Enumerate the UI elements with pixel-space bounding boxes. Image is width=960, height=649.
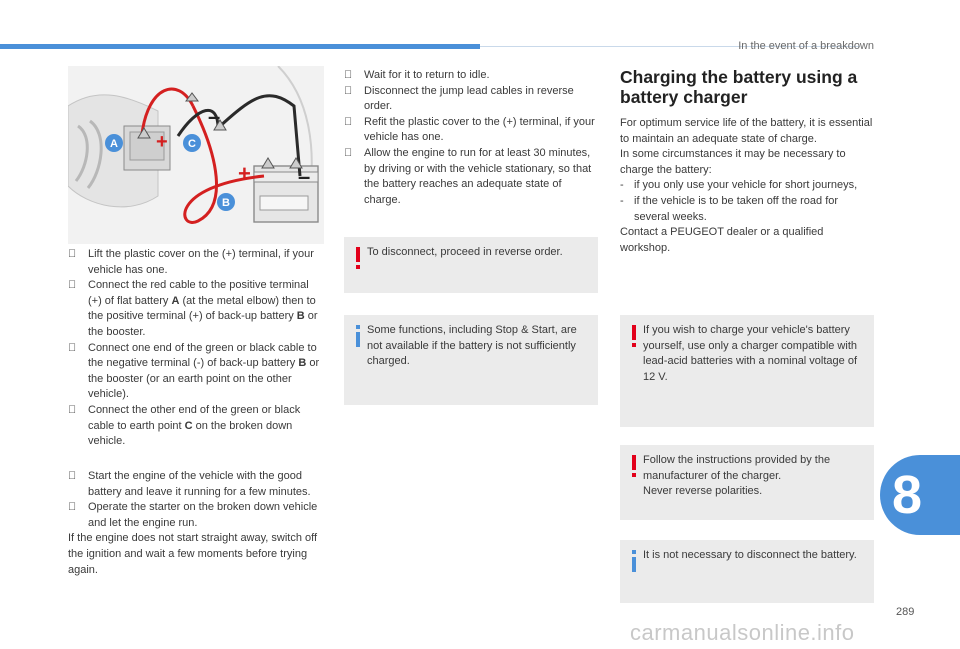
intro-paragraph: In some circumstances it may be necessary to charge the battery:: [620, 148, 846, 176]
chapter-title: In the event of a breakdown: [738, 40, 874, 52]
minus-sign-top: –: [208, 104, 221, 129]
list-item: [68, 278, 324, 340]
chapter-tab: [880, 455, 960, 535]
list-item: [344, 84, 598, 115]
warning-text: Follow the instructions provided by the manufacturer of the charger.: [643, 454, 831, 482]
bullet: [68, 341, 82, 357]
battery-label: A: [171, 294, 180, 307]
warning-box-disconnect: [344, 237, 598, 293]
step-text: Wait for it to return to idle.: [364, 69, 490, 81]
intro-paragraph: For optimum service life of the battery, it is essential to maintain an adequate state of charge.: [620, 117, 873, 145]
left-column-steps-2: [68, 469, 324, 578]
list-item: [68, 341, 324, 403]
step-text: or the booster.: [88, 310, 318, 338]
bullet: [68, 403, 82, 419]
info-box-disconnect: [620, 540, 874, 603]
engine-bay-drawing: [68, 66, 324, 244]
list-item: [620, 194, 874, 225]
section-title: Charging the battery using a battery charger: [620, 67, 858, 107]
minus-sign-b: –: [298, 164, 311, 189]
watermark: carmanualsonline.info: [630, 620, 855, 645]
contact-paragraph: Contact a PEUGEOT dealer or a qualified workshop.: [620, 226, 824, 254]
info-box-stop-start: [344, 315, 598, 405]
step-text: Start the engine of the vehicle with the good battery and leave it running for a few minutes.: [88, 470, 311, 498]
warning-text: If you wish to charge your vehicle's battery yourself, use only a charger compatible with lead-acid batteries with a nominal voltage of 12 V.: [643, 324, 858, 383]
list-item: [344, 146, 598, 208]
step-text: Connect the red cable to the positive terminal (+) of flat battery: [88, 279, 309, 307]
warning-text: Never reverse polarities.: [643, 485, 763, 498]
warning-text: To disconnect, proceed in reverse order.: [367, 246, 563, 258]
step-text: Connect the other end of the green or black cable to earth point: [88, 403, 301, 432]
item-text: if the vehicle is to be taken off the road for several weeks.: [634, 194, 839, 223]
dash: -: [620, 179, 624, 192]
step-text: Allow the engine to run for at least 30 minutes, by driving or with the vehicle stationary, so that the battery reaches an adequate state of charge.: [364, 146, 592, 206]
list-item: [344, 115, 598, 146]
page-number: 289: [896, 606, 915, 618]
bullet: [68, 469, 82, 485]
marker-b-label: B: [222, 197, 230, 209]
list-item: [68, 469, 324, 500]
jump-start-illustration: [68, 66, 324, 244]
step-text: (at the metal elbow) then to the positive terminal (+) of back-up battery: [88, 294, 316, 323]
step-text: Disconnect the jump lead cables in reverse order.: [364, 84, 574, 113]
battery-label: B: [298, 357, 307, 370]
warning-box-charger: [620, 315, 874, 427]
marker-a-label: A: [110, 138, 118, 150]
list-item: [68, 500, 324, 531]
bullet: [344, 115, 358, 131]
step-text: or the booster (or an earth point on the other vehicle).: [88, 357, 320, 401]
item-text: if you only use your vehicle for short journeys,: [634, 179, 858, 192]
chapter-number: 8: [892, 465, 923, 525]
middle-column-steps: [344, 68, 598, 208]
list-item: [344, 68, 598, 84]
info-text: It is not necessary to disconnect the battery.: [643, 549, 857, 561]
step-text: Connect one end of the green or black cable to the negative terminal (-) of back-up battery: [88, 341, 317, 370]
info-icon: [630, 550, 638, 572]
bullet: [344, 146, 358, 162]
header-accent-bar: [0, 44, 480, 49]
bullet: [68, 278, 82, 294]
step-text: Operate the starter on the broken down vehicle and let the engine run.: [88, 501, 318, 529]
info-text: Some functions, including Stop & Start, are not available if the battery is not sufficiently charged.: [367, 324, 577, 368]
right-column-text: [620, 116, 874, 256]
warning-box-instructions: [620, 445, 874, 520]
plus-sign-b: +: [238, 161, 251, 186]
list-item: [68, 247, 324, 278]
warning-icon: [630, 325, 638, 347]
bullet: [344, 84, 358, 100]
list-item: [68, 403, 324, 450]
bullet: [68, 500, 82, 516]
info-icon: [354, 325, 362, 347]
list-item: [620, 178, 874, 194]
dash: -: [620, 194, 624, 207]
step-text: on the broken down vehicle.: [88, 419, 293, 448]
warning-icon: [354, 247, 362, 269]
warning-icon: [630, 455, 638, 477]
closing-paragraph: If the engine does not start straight away, switch off the ignition and wait a few moments before trying again.: [68, 532, 318, 576]
bullet: [68, 247, 82, 263]
step-text: Refit the plastic cover to the (+) terminal, if your vehicle has one.: [364, 115, 595, 144]
plus-sign-a: +: [156, 131, 168, 153]
earth-point-label: C: [184, 419, 193, 432]
bullet: [344, 68, 358, 84]
marker-c-label: C: [188, 138, 196, 150]
battery-label: B: [296, 310, 305, 323]
left-column-steps: [68, 247, 324, 450]
step-text: Lift the plastic cover on the (+) terminal, if your vehicle has one.: [88, 248, 314, 276]
